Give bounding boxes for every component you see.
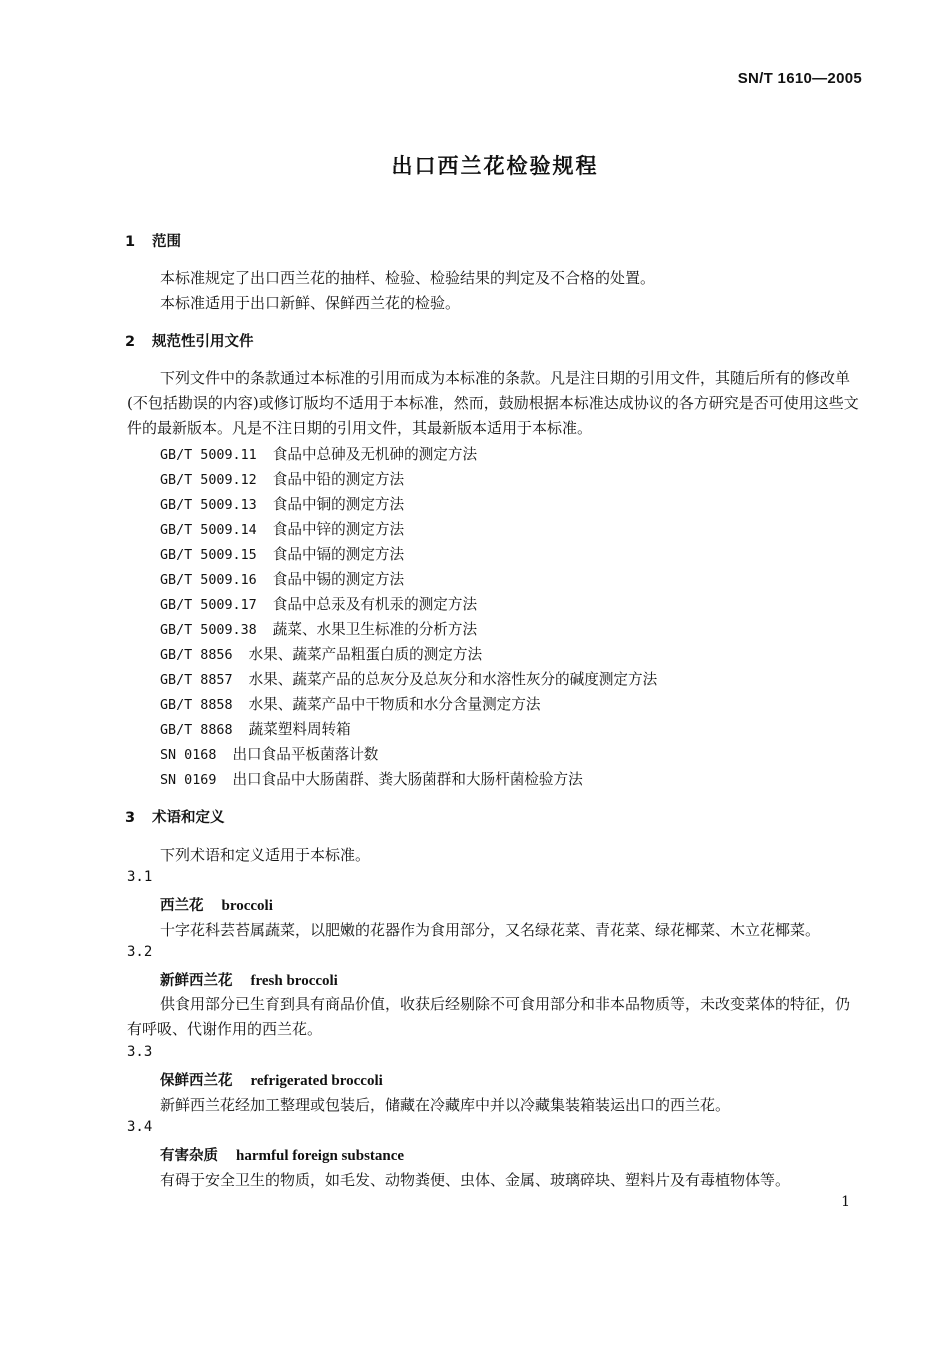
- ref-title: 出口食品平板菌落计数: [232, 746, 379, 763]
- scope-paragraph-2: 本标准适用于出口新鲜、保鲜西兰花的检验。: [160, 294, 461, 312]
- term-zh: 西兰花: [160, 898, 204, 914]
- term-zh: 新鲜西兰花: [160, 973, 233, 989]
- ref-item: [160, 768, 583, 789]
- ref-code: GB/T 5009.17: [160, 598, 257, 613]
- ref-item: [160, 493, 404, 514]
- ref-code: GB/T 8868: [160, 723, 233, 738]
- term-zh: 保鲜西兰花: [160, 1073, 233, 1089]
- ref-item: [160, 518, 404, 539]
- ref-title: 食品中铜的测定方法: [272, 496, 405, 513]
- ref-code: GB/T 5009.38: [160, 623, 257, 638]
- section-title: 范围: [152, 234, 181, 250]
- term-en: refrigerated broccoli: [250, 1073, 383, 1089]
- section-title: 术语和定义: [152, 810, 225, 826]
- terms-intro: 下列术语和定义适用于本标准。: [160, 846, 371, 864]
- ref-title: 食品中锌的测定方法: [272, 521, 405, 538]
- term-definition: [127, 992, 862, 1042]
- section-number: 3: [125, 810, 136, 826]
- ref-title: 蔬菜、水果卫生标准的分析方法: [272, 621, 478, 638]
- ref-code: GB/T 5009.13: [160, 498, 257, 513]
- term-number: 3.4: [127, 1119, 153, 1135]
- term-definition: 有碍于安全卫生的物质，如毛发、动物粪便、虫体、金属、玻璃碎块、塑料片及有毒植物体等。: [160, 1171, 791, 1189]
- ref-code: GB/T 8858: [160, 698, 233, 713]
- ref-code: GB/T 8857: [160, 673, 233, 688]
- ref-code: GB/T 8856: [160, 648, 233, 663]
- ref-code: SN 0168: [160, 748, 217, 763]
- ref-item: [160, 543, 404, 564]
- ref-item: [160, 468, 404, 489]
- page-number: 1: [841, 1194, 850, 1210]
- term-number: 3.3: [127, 1044, 153, 1060]
- standard-number: SN/T 1610—2005: [737, 70, 862, 87]
- ref-code: GB/T 5009.12: [160, 473, 257, 488]
- ref-title: 水果、蔬菜产品中干物质和水分含量测定方法: [248, 696, 541, 713]
- ref-item: [160, 718, 351, 739]
- ref-item: [160, 593, 477, 614]
- section-3-heading: [125, 806, 225, 827]
- term-en: fresh broccoli: [250, 973, 338, 989]
- term-heading: [160, 969, 338, 990]
- term-definition: 新鲜西兰花经加工整理或包装后，储藏在冷藏库中并以冷藏集装箱装运出口的西兰花。: [160, 1096, 731, 1114]
- normative-intro-text: 下列文件中的条款通过本标准的引用而成为本标准的条款。凡是注日期的引用文件，其随后所有的修改单(不包括勘误的内容)或修订版均不适用于本标准，然而，鼓励根据本标准达成协议的各方研究是否可使用这些文件的最新版本。凡是不注日期的引用文件，其最新版本适用于本标准。: [127, 369, 859, 437]
- ref-item: [160, 443, 477, 464]
- ref-title: 食品中锡的测定方法: [272, 571, 405, 588]
- section-title: 规范性引用文件: [152, 334, 254, 350]
- ref-code: SN 0169: [160, 773, 217, 788]
- scope-paragraph-1: 本标准规定了出口西兰花的抽样、检验、检验结果的判定及不合格的处置。: [160, 269, 656, 287]
- term-en: harmful foreign substance: [236, 1148, 405, 1164]
- ref-item: [160, 693, 540, 714]
- ref-item: [160, 618, 477, 639]
- section-2-heading: [125, 330, 254, 351]
- section-1-heading: [125, 230, 181, 251]
- ref-item: [160, 643, 482, 664]
- term-heading: [160, 1144, 404, 1165]
- ref-title: 食品中总砷及无机砷的测定方法: [272, 446, 478, 463]
- section-number: 2: [125, 334, 136, 350]
- section-number: 1: [125, 234, 136, 250]
- ref-item: [160, 668, 657, 689]
- ref-title: 出口食品中大肠菌群、粪大肠菌群和大肠杆菌检验方法: [232, 771, 583, 788]
- ref-title: 食品中铅的测定方法: [272, 471, 405, 488]
- term-heading: [160, 1069, 383, 1090]
- ref-code: GB/T 5009.11: [160, 448, 257, 463]
- term-number: 3.2: [127, 944, 153, 960]
- ref-item: [160, 568, 404, 589]
- ref-item: [160, 743, 378, 764]
- ref-title: 水果、蔬菜产品的总灰分及总灰分和水溶性灰分的碱度测定方法: [248, 671, 658, 688]
- ref-title: 蔬菜塑料周转箱: [248, 721, 351, 738]
- term-en: broccoli: [221, 898, 273, 914]
- term-definition: 十字花科芸苔属蔬菜，以肥嫩的花器作为食用部分，又名绿花菜、青花菜、绿花椰菜、木立花椰菜。: [160, 921, 821, 939]
- ref-title: 食品中总汞及有机汞的测定方法: [272, 596, 478, 613]
- ref-title: 食品中镉的测定方法: [272, 546, 405, 563]
- term-zh: 有害杂质: [160, 1148, 218, 1164]
- term-number: 3.1: [127, 869, 153, 885]
- document-title: 出口西兰花检验规程: [391, 154, 599, 178]
- ref-code: GB/T 5009.16: [160, 573, 257, 588]
- normative-intro: [127, 366, 862, 441]
- ref-code: GB/T 5009.15: [160, 548, 257, 563]
- ref-code: GB/T 5009.14: [160, 523, 257, 538]
- term-heading: [160, 894, 273, 915]
- ref-title: 水果、蔬菜产品粗蛋白质的测定方法: [248, 646, 483, 663]
- term-definition-text: 供食用部分已生育到具有商品价值，收获后经剔除不可食用部分和非本品物质等，未改变菜体的特征，仍有呼吸、代谢作用的西兰花。: [127, 995, 851, 1038]
